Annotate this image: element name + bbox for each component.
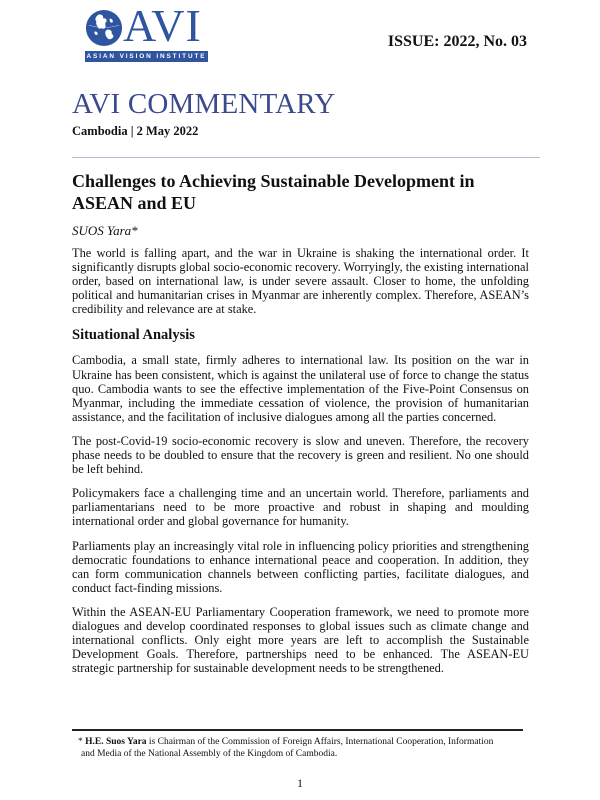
footnote-continuation: and Media of the National Assembly of the Kingdom of Cambodia. <box>81 749 338 759</box>
logo-tagline: ASIAN VISION INSTITUTE <box>86 53 207 60</box>
intro-paragraph: The world is falling apart, and the war in Ukraine is shaking the international order. It significantly disrupts global socio-economic recovery. Worryingly, the existing international order, based on international law, is under severe assault. Closer to home, the unfolding political and humanitarian crises in Myanmar are inherently complex. Therefore, ASEAN’s credibility and relevance are at stake. <box>72 246 529 317</box>
footnote-marker: * <box>78 737 86 747</box>
footnote-name: H.E. Suos Yara <box>85 737 147 747</box>
body-paragraph: Parliaments play an increasingly vital role in influencing policy priorities and strengthening democratic foundations to enhance international peace and cooperation. In addition, they can form communication channels between conflicting parties, facilitate dialogues, and conduct fact-finding missions. <box>72 538 529 595</box>
footnote-divider <box>72 729 523 731</box>
article-body <box>72 170 529 685</box>
section-heading: Situational Analysis <box>72 327 195 344</box>
dateline: Cambodia | 2 May 2022 <box>72 124 199 138</box>
body-paragraph: Within the ASEAN-EU Parliamentary Cooperation framework, we need to promote more dialogues and develop coordinated responses to global issues such as climate change and international conflicts. Only eight more years are left to accomplish the Sustainable Development Goals. Therefore, partnerships need to be enhanced. The ASEAN-EU strategic partnership for sustainable development needs to be strengthened. <box>72 604 529 676</box>
body-paragraph: Cambodia, a small state, firmly adheres to international law. Its position on the war in Ukraine has been consistent, which is against the unilateral use of force to change the status quo. Cambodia wants to see the effective implementation of the Five-Point Consensus on Myanmar, including the immediate cessation of violence, the provision of humanitarian assistance, and the facilitation of inclusive dialogues among all the parties concerned. <box>72 353 529 424</box>
body-paragraph: The post-Covid-19 socio-economic recovery is slow and uneven. Therefore, the recovery phase needs to be doubled to ensure that the recovery is green and resilient. No one should be left behind. <box>72 433 529 477</box>
body-paragraph: Policymakers face a challenging time and an uncertain world. Therefore, parliaments and parliamentarians need to be more proactive and robust in shaping and moulding international order and global governance for humanity. <box>72 486 529 529</box>
avi-logo <box>85 0 208 63</box>
article-title: Challenges to Achieving Sustainable Development in ASEAN and EU <box>72 171 475 213</box>
header-divider <box>72 157 540 158</box>
issue-number: ISSUE: 2022, No. 03 <box>387 33 527 50</box>
series-title: AVI COMMENTARY <box>72 88 336 120</box>
footnote <box>78 736 528 760</box>
author-byline: SUOS Yara* <box>72 223 138 238</box>
globe-icon <box>85 9 123 47</box>
logo-wordmark: AVI <box>123 0 202 51</box>
page-number: 1 <box>297 776 303 790</box>
footnote-text: is Chairman of the Commission of Foreign Affairs, International Cooperation, Information <box>146 737 494 747</box>
